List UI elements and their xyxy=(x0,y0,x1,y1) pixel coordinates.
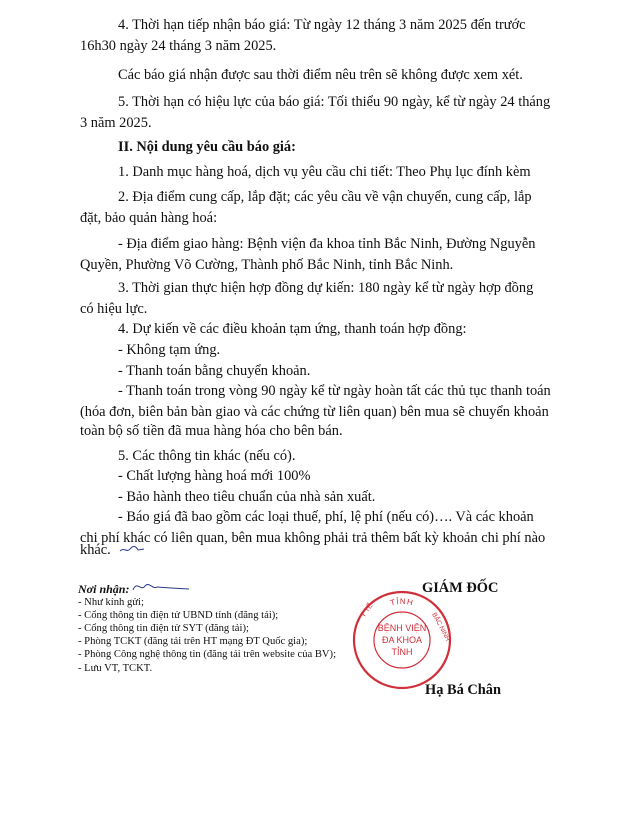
recipient-item: - Cổng thông tin điện tử SYT (đăng tải); xyxy=(78,623,249,635)
seal-top-text: TỈNH xyxy=(389,596,415,608)
hospital-seal-icon xyxy=(350,588,454,692)
s2-item4-c: - Thanh toán trong vòng 90 ngày kể từ ngày hoàn tất các thủ tục thanh toán xyxy=(118,383,551,399)
recipient-item: - Phòng TCKT (đăng tải trên HT mạng ĐT Quốc gia); xyxy=(78,636,308,648)
s2-item5: 5. Các thông tin khác (nếu có). xyxy=(118,448,296,464)
late-note: Các báo giá nhận được sau thời điểm nêu trên sẽ không được xem xét. xyxy=(118,67,523,83)
seal-center-line2: ĐA KHOA xyxy=(381,635,423,645)
s2-item4-c-cont1: (hóa đơn, biên bản bàn giao và các chứng từ liên quan) bên mua sẽ chuyển khoản xyxy=(80,404,549,420)
s2-item5-a: - Chất lượng hàng hoá mới 100% xyxy=(118,468,311,484)
delivery-location-cont: Quyền, Phường Võ Cường, Thành phố Bắc Ninh, tỉnh Bắc Ninh. xyxy=(80,257,454,273)
s2-item4-c-cont2: toàn bộ số tiền đã mua hàng hóa cho bên bán. xyxy=(80,423,343,439)
s2-item3: 3. Thời gian thực hiện hợp đồng dự kiến: 180 ngày kể từ ngày hợp đồng xyxy=(118,280,534,296)
recipients-block xyxy=(78,583,378,675)
s2-item5-c-cont2: khác. xyxy=(80,542,111,558)
recipients-heading: Nơi nhận: xyxy=(78,582,130,596)
item5-validity: 5. Thời hạn có hiệu lực của báo giá: Tối thiểu 90 ngày, kể từ ngày 24 tháng xyxy=(118,94,551,110)
delivery-location: - Địa điểm giao hàng: Bệnh viện đa khoa tỉnh Bắc Ninh, Đường Nguyễn xyxy=(118,236,536,252)
recipient-item: - Như kính gửi; xyxy=(78,597,144,609)
recipient-item: - Phòng Công nghệ thông tin (đăng tải trên website của BV); xyxy=(78,649,337,661)
s2-item4: 4. Dự kiến về các điều khoản tạm ứng, thanh toán hợp đồng: xyxy=(118,321,467,337)
director-title: GIÁM ĐỐC xyxy=(422,580,499,596)
item4-deadline: 4. Thời hạn tiếp nhận báo giá: Từ ngày 12 tháng 3 năm 2025 đến trước xyxy=(118,17,526,33)
svg-text:TỈNH xyxy=(389,597,414,608)
s2-item1: 1. Danh mục hàng hoá, dịch vụ yêu cầu chi tiết: Theo Phụ lục đính kèm xyxy=(118,164,531,180)
recipients-initial-icon xyxy=(131,578,191,596)
s2-item4-b: - Thanh toán bằng chuyển khoản. xyxy=(118,363,311,379)
seal-center-line3: TỈNH xyxy=(391,647,413,657)
s2-item2: 2. Địa điểm cung cấp, lắp đặt; các yêu cầu về vận chuyển, cung cấp, lắp xyxy=(118,189,532,205)
recipient-item: - Lưu VT, TCKT. xyxy=(78,662,153,674)
s2-item5-c: - Báo giá đã bao gồm các loại thuế, phí, lệ phí (nếu có)…. Và các khoản xyxy=(118,509,534,525)
seal-side-text: BẮC NINH xyxy=(430,611,451,643)
recipient-item: - Cổng thông tin điện tử UBND tỉnh (đăng tải); xyxy=(78,610,279,622)
section2-heading: II. Nội dung yêu cầu báo giá: xyxy=(118,139,296,155)
s2-item3-cont: có hiệu lực. xyxy=(80,301,148,317)
s2-item2-cont: đặt, bảo quản hàng hoá: xyxy=(80,210,218,226)
seal-center-line1: BỆNH VIỆN xyxy=(377,623,427,633)
signer-name: Hạ Bá Chân xyxy=(425,682,501,698)
item4-deadline-cont: 16h30 ngày 24 tháng 3 năm 2025. xyxy=(80,38,277,54)
seal-left-text: Y TẾ xyxy=(359,602,375,620)
item5-validity-cont: 3 năm 2025. xyxy=(80,115,152,131)
initial-mark-icon xyxy=(118,543,146,555)
s2-item5-b: - Bảo hành theo tiêu chuẩn của nhà sản xuất. xyxy=(118,489,376,505)
s2-item4-a: - Không tạm ứng. xyxy=(118,342,221,358)
s2-item5-c-cont1: chi phí khác có liên quan, bên mua không phải trả thêm bất kỳ khoản chi phí nào xyxy=(80,530,546,546)
